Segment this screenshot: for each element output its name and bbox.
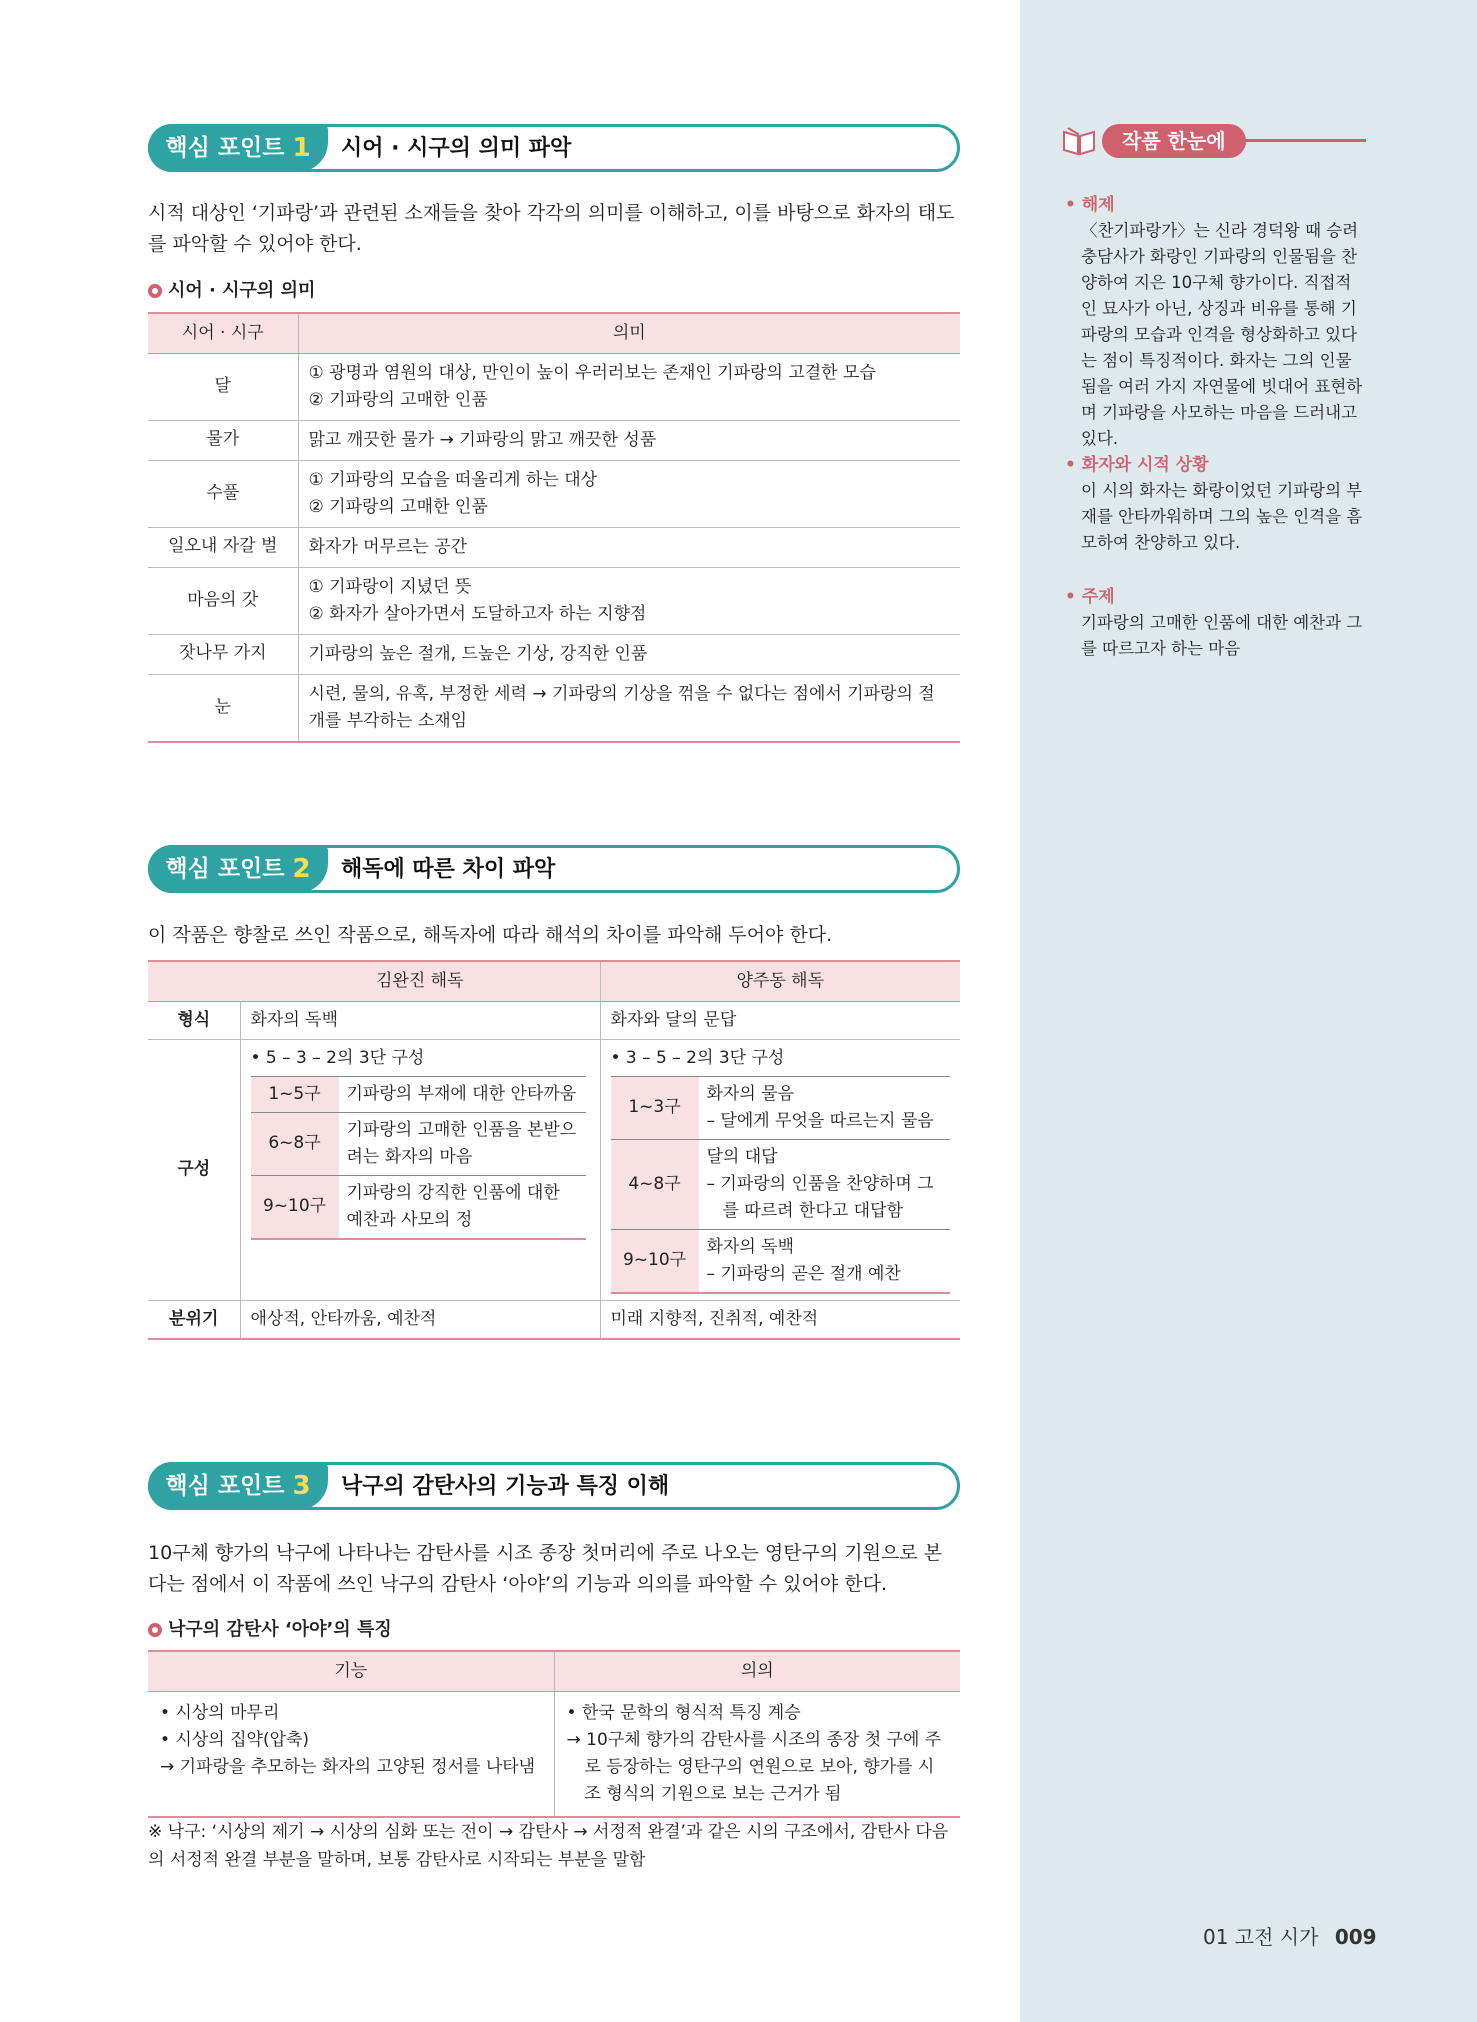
meaning-line: ② 기파랑의 고매한 인품 — [308, 496, 488, 517]
section1-sublabel-text: 시어 · 시구의 의미 — [168, 280, 316, 301]
meaning-cell — [298, 674, 960, 742]
section2-table — [148, 960, 960, 1340]
structure-row — [251, 1076, 586, 1112]
section1-badge-text: 핵심 포인트 — [165, 134, 285, 161]
meaning-cell — [298, 460, 960, 527]
section1-sublabel — [148, 277, 315, 304]
table-row — [148, 567, 960, 634]
sidebar-item-text: 이 시의 화자는 화랑이었던 기파랑의 부재를 안타까워하며 그의 높은 인격을 흠모하여 찬양하고 있다. — [1081, 481, 1363, 552]
meaning-line: 화자가 머무르는 공간 — [308, 536, 468, 557]
structure-yang-title: • 3 – 5 – 2의 3단 구성 — [610, 1048, 785, 1068]
structure-range: 9~10구 — [251, 1175, 339, 1239]
table-header-term: 시어 · 시구 — [148, 313, 298, 353]
meaning-cell — [298, 353, 960, 420]
form-yang: 화자와 달의 문답 — [600, 1001, 960, 1040]
book-icon — [1062, 126, 1096, 156]
section2-title: 해독에 따른 차이 파악 — [341, 856, 556, 882]
structure-range: 1~5구 — [251, 1076, 339, 1112]
sidebar-title: 작품 한눈에 — [1102, 124, 1246, 158]
table-row — [148, 460, 960, 527]
section1-title: 시어 · 시구의 의미 파악 — [341, 135, 572, 161]
term-cell: 일오내 자갈 벌 — [148, 527, 298, 567]
meaning-line: 시련, 물의, 유혹, 부정한 세력 → 기파랑의 기상을 꺾을 수 없다는 점에서 기파랑의 절개를 부각하는 소재임 — [308, 683, 935, 731]
section2-header — [148, 845, 960, 893]
table-row — [148, 634, 960, 674]
section3-badge-text: 핵심 포인트 — [165, 1472, 285, 1499]
structure-desc-line: – 기파랑의 인품을 찬양하며 그를 따르려 한다고 대답함 — [706, 1173, 934, 1221]
sidebar-item-text: 〈찬기파랑가〉는 신라 경덕왕 때 승려 충담사가 화랑인 기파랑의 인물됨을 찬양하여 지은 10구체 향가이다. 직접적인 묘사가 아닌, 상징과 비유를 통해 기파랑의 모습과 인격을 형상화하고 있다는 점이 특징적이다. 화자는 그의 인물됨을 여러 가지 자연물에 빗대어 표현하며 기파랑을 사모하는 마음을 드러내고 있다. — [1081, 221, 1363, 448]
structure-kim — [240, 1040, 600, 1301]
sidebar-item-text: 기파랑의 고매한 인품에 대한 예찬과 그를 따르고자 하는 마음 — [1081, 613, 1363, 658]
section3-note: ※ 낙구: ‘시상의 제기 → 시상의 심화 또는 전이 → 감탄사 → 서정적 완결’과 같은 시의 구조에서, 감탄사 다음의 서정적 완결 부분을 말하며, 보통 감탄사로 시작되는 부분을 말함 — [148, 1822, 949, 1870]
sidebar-item-summary — [1065, 192, 1367, 452]
table-row — [148, 420, 960, 460]
section1-badge — [148, 124, 328, 172]
structure-range: 4~8구 — [611, 1139, 699, 1229]
function-item: → 기파랑을 추모하는 화자의 고양된 정서를 나타냄 — [160, 1756, 536, 1777]
structure-desc-line: 달의 대답 — [706, 1146, 778, 1167]
structure-yang — [600, 1040, 960, 1301]
structure-kim-table — [251, 1076, 586, 1240]
meaning-line: 기파랑의 높은 절개, 드높은 기상, 강직한 인품 — [308, 643, 648, 664]
sidebar-header — [1062, 124, 1366, 162]
section1-badge-num: 1 — [292, 132, 311, 163]
section3-sublabel-text: 낙구의 감탄사 ‘아야’의 특징 — [168, 1619, 392, 1640]
significance-cell — [554, 1691, 960, 1817]
table-header-meaning: 의미 — [298, 313, 960, 353]
structure-desc — [699, 1139, 951, 1229]
section3-header — [148, 1462, 960, 1510]
meaning-cell — [298, 420, 960, 460]
structure-range: 9~10구 — [611, 1229, 699, 1293]
section1-header — [148, 124, 960, 172]
mood-kim: 애상적, 안타까움, 예찬적 — [240, 1300, 600, 1339]
meaning-cell — [298, 567, 960, 634]
structure-row — [611, 1229, 951, 1293]
section3-intro: 10구체 향가의 낙구에 나타나는 감탄사를 시조 종장 첫머리에 주로 나오는 영탄구의 기원으로 본다는 점에서 이 작품에 쓰인 낙구의 감탄사 ‘아야’의 기능과 의의를 파악할 수 있어야 한다. — [148, 1542, 943, 1595]
function-item: • 시상의 마무리 — [160, 1702, 280, 1723]
meaning-cell — [298, 527, 960, 567]
bullet-icon — [148, 284, 162, 298]
structure-desc: 기파랑의 부재에 대한 안타까움 — [339, 1076, 586, 1112]
section3-sublabel — [148, 1616, 392, 1643]
meaning-line: ① 기파랑의 모습을 떠올리게 하는 대상 — [308, 469, 598, 490]
table-row — [148, 353, 960, 420]
section3-title: 낙구의 감탄사의 기능과 특징 이해 — [341, 1473, 670, 1499]
section2-badge-num: 2 — [292, 853, 311, 884]
structure-row — [251, 1112, 586, 1175]
structure-desc: 기파랑의 고매한 인품을 본받으려는 화자의 마음 — [339, 1112, 586, 1175]
meaning-line: ② 기파랑의 고매한 인품 — [308, 389, 488, 410]
section3-badge — [148, 1462, 328, 1510]
table-header-yang: 양주동 해독 — [600, 961, 960, 1001]
term-cell: 잣나무 가지 — [148, 634, 298, 674]
table-header-significance: 의의 — [554, 1651, 960, 1691]
structure-desc-line: – 기파랑의 곧은 절개 예찬 — [706, 1263, 901, 1284]
row-label-structure: 구성 — [148, 1040, 240, 1301]
term-cell: 눈 — [148, 674, 298, 742]
significance-item: → 10구체 향가의 감탄사를 시조의 종장 첫 구에 주로 등장하는 영탄구의 연원으로 보아, 향가를 시조 형식의 기원으로 보는 근거가 됨 — [566, 1729, 942, 1804]
row-label-form: 형식 — [148, 1001, 240, 1040]
section1-intro: 시적 대상인 ‘기파랑’과 관련된 소재들을 찾아 각각의 의미를 이해하고, 이를 바탕으로 화자의 태도를 파악할 수 있어야 한다. — [148, 202, 955, 255]
section2-badge-text: 핵심 포인트 — [165, 855, 285, 882]
page-footer — [1203, 1922, 1377, 1952]
section3-badge-num: 3 — [292, 1470, 311, 1501]
meaning-line: ① 기파랑이 지녔던 뜻 — [308, 576, 472, 597]
page-number: 009 — [1334, 1925, 1377, 1949]
structure-row — [611, 1076, 951, 1139]
function-cell — [148, 1691, 554, 1817]
structure-desc-line: – 달에게 무엇을 따르는지 물음 — [706, 1110, 934, 1131]
meaning-line: 맑고 깨끗한 물가 → 기파랑의 맑고 깨끗한 성품 — [308, 429, 657, 450]
meaning-cell — [298, 634, 960, 674]
structure-desc-line: 화자의 물음 — [706, 1083, 795, 1104]
mood-yang: 미래 지향적, 진취적, 예찬적 — [600, 1300, 960, 1339]
structure-yang-table — [611, 1076, 951, 1294]
table-header-empty — [148, 961, 240, 1001]
sidebar-item-label: • 주제 — [1065, 587, 1115, 607]
structure-range: 6~8구 — [251, 1112, 339, 1175]
sidebar-item-label: • 화자와 시적 상황 — [1065, 455, 1209, 475]
form-kim: 화자의 독백 — [240, 1001, 600, 1040]
sidebar-item-label: • 해제 — [1065, 195, 1115, 215]
meaning-line: ② 화자가 살아가면서 도달하고자 하는 지향점 — [308, 603, 647, 624]
sidebar-item-theme — [1065, 584, 1367, 662]
term-cell: 달 — [148, 353, 298, 420]
function-item: • 시상의 집약(압축) — [160, 1729, 310, 1750]
structure-range: 1~3구 — [611, 1076, 699, 1139]
meaning-line: ① 광명과 염원의 대상, 만인이 높이 우러러보는 존재인 기파랑의 고결한 모습 — [308, 362, 876, 383]
footer-chapter: 01 고전 시가 — [1203, 1925, 1319, 1949]
term-cell: 마음의 갓 — [148, 567, 298, 634]
structure-desc: 기파랑의 강직한 인품에 대한 예찬과 사모의 정 — [339, 1175, 586, 1239]
table-row — [148, 674, 960, 742]
structure-row — [611, 1139, 951, 1229]
structure-desc — [699, 1076, 951, 1139]
section2-badge — [148, 845, 328, 893]
table-header-kim: 김완진 해독 — [240, 961, 600, 1001]
structure-desc-line: 화자의 독백 — [706, 1236, 795, 1257]
structure-kim-title: • 5 – 3 – 2의 3단 구성 — [250, 1048, 425, 1068]
table-header-function: 기능 — [148, 1651, 554, 1691]
term-cell: 수풀 — [148, 460, 298, 527]
structure-desc — [699, 1229, 951, 1293]
bullet-icon — [148, 1623, 162, 1637]
section1-table — [148, 312, 960, 743]
term-cell: 물가 — [148, 420, 298, 460]
table-row — [148, 527, 960, 567]
section3-table — [148, 1650, 960, 1818]
section2-intro: 이 작품은 향찰로 쓰인 작품으로, 해독자에 따라 해석의 차이를 파악해 두어야 한다. — [148, 924, 833, 946]
structure-row — [251, 1175, 586, 1239]
row-label-mood: 분위기 — [148, 1300, 240, 1339]
sidebar-item-situation — [1065, 452, 1367, 556]
significance-item: • 한국 문학의 형식적 특징 계승 — [566, 1702, 801, 1723]
